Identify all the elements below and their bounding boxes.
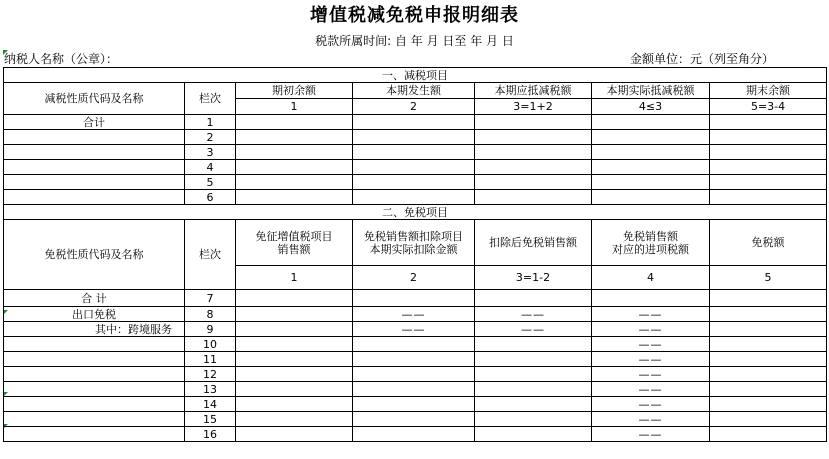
amount-cell[interactable] (475, 367, 592, 382)
table-row (4, 115, 827, 130)
table-row (4, 190, 827, 205)
amount-cell[interactable] (353, 367, 475, 382)
not-applicable-cell: —— (592, 412, 710, 427)
amount-cell[interactable] (236, 367, 353, 382)
formula-cell: 4 (592, 266, 710, 290)
amount-cell[interactable] (592, 290, 710, 307)
amount-cell[interactable] (710, 382, 827, 397)
exemption-name-header: 免税性质代码及名称 (4, 220, 185, 290)
header-deduction-item: 免税销售额扣除项目 本期实际扣除金额 (353, 220, 475, 266)
row-name-cell[interactable] (4, 412, 185, 427)
header-input-tax: 免税销售额 对应的进项税额 (592, 220, 710, 266)
row-name-cell[interactable] (4, 130, 185, 145)
line-number-cell: 14 (185, 397, 236, 412)
table-row (4, 337, 827, 352)
line-number-cell: 2 (185, 130, 236, 145)
amount-cell[interactable] (475, 352, 592, 367)
table-row (4, 145, 827, 160)
amount-cell[interactable] (475, 427, 592, 442)
amount-cell[interactable] (353, 115, 475, 130)
amount-cell[interactable] (710, 322, 827, 337)
amount-cell[interactable] (475, 337, 592, 352)
amount-cell[interactable] (353, 397, 475, 412)
amount-cell[interactable] (592, 160, 710, 175)
amount-cell[interactable] (710, 145, 827, 160)
table-row (4, 322, 827, 337)
table-row (4, 412, 827, 427)
amount-cell[interactable] (353, 382, 475, 397)
amount-cell[interactable] (592, 175, 710, 190)
line-number-cell: 12 (185, 367, 236, 382)
amount-cell[interactable] (353, 412, 475, 427)
header-opening-balance: 期初余额 (236, 83, 353, 99)
amount-cell[interactable] (353, 337, 475, 352)
amount-cell[interactable] (475, 130, 592, 145)
amount-cell[interactable] (236, 175, 353, 190)
formula-cell: 2 (353, 99, 475, 115)
formula-cell: 1 (236, 266, 353, 290)
line-number-cell: 10 (185, 337, 236, 352)
comment-marker (3, 50, 8, 55)
formula-cell: 4≤3 (592, 99, 710, 115)
amount-cell[interactable] (236, 145, 353, 160)
not-applicable-cell: —— (475, 322, 592, 337)
amount-cell[interactable] (710, 115, 827, 130)
line-number-cell: 7 (185, 290, 236, 307)
declaration-table (3, 67, 826, 442)
amount-cell[interactable] (236, 130, 353, 145)
line-number-cell: 9 (185, 322, 236, 337)
section1-title: 一、减税项目 (4, 68, 827, 83)
not-applicable-cell: —— (353, 322, 475, 337)
amount-cell[interactable] (236, 337, 353, 352)
taxpayer-name-label: 纳税人名称（公章）： (4, 52, 119, 66)
row-name-cell[interactable] (4, 382, 185, 397)
row-name-cell[interactable] (4, 352, 185, 367)
row-name-cell[interactable] (4, 145, 185, 160)
amount-cell[interactable] (236, 115, 353, 130)
amount-cell[interactable] (710, 412, 827, 427)
header-exempt-sales: 免征增值税项目 销售额 (236, 220, 353, 266)
line-number-cell: 11 (185, 352, 236, 367)
amount-unit-label: 金额单位：元（列至角分） (630, 52, 775, 66)
amount-cell[interactable] (592, 130, 710, 145)
amount-cell[interactable] (236, 382, 353, 397)
amount-cell[interactable] (236, 190, 353, 205)
table-row (4, 175, 827, 190)
reduction-name-header: 减税性质代码及名称 (4, 83, 185, 115)
amount-cell[interactable] (353, 130, 475, 145)
amount-cell[interactable] (710, 175, 827, 190)
amount-cell[interactable] (710, 160, 827, 175)
table-row (4, 130, 827, 145)
line-number-cell: 4 (185, 160, 236, 175)
amount-cell[interactable] (592, 190, 710, 205)
amount-cell[interactable] (236, 290, 353, 307)
table-row (4, 397, 827, 412)
amount-cell[interactable] (710, 352, 827, 367)
header-closing-balance: 期末余额 (710, 83, 827, 99)
formula-cell: 1 (236, 99, 353, 115)
amount-cell[interactable] (592, 115, 710, 130)
formula-cell: 5=3-4 (710, 99, 827, 115)
not-applicable-cell: —— (592, 427, 710, 442)
line-number-cell: 13 (185, 382, 236, 397)
not-applicable-cell: —— (592, 382, 710, 397)
not-applicable-cell: —— (592, 367, 710, 382)
formula-cell: 3=1+2 (475, 99, 592, 115)
amount-cell[interactable] (710, 307, 827, 322)
line-number-cell: 16 (185, 427, 236, 442)
table-row (4, 290, 827, 307)
not-applicable-cell: —— (475, 307, 592, 322)
line-no-header: 栏次 (185, 220, 236, 290)
line-number-cell: 3 (185, 145, 236, 160)
amount-cell[interactable] (475, 175, 592, 190)
amount-cell[interactable] (353, 290, 475, 307)
row-name-cell[interactable]: 合 计 (4, 290, 185, 307)
not-applicable-cell: —— (353, 307, 475, 322)
table-row (4, 160, 827, 175)
row-name-cell[interactable] (4, 337, 185, 352)
row-name-cell[interactable] (4, 190, 185, 205)
row-name-cell[interactable]: 合计 (4, 115, 185, 130)
row-name-cell[interactable] (4, 367, 185, 382)
amount-cell[interactable] (236, 352, 353, 367)
amount-cell[interactable] (710, 190, 827, 205)
amount-cell[interactable] (475, 412, 592, 427)
amount-cell[interactable] (710, 337, 827, 352)
table-row (4, 382, 827, 397)
row-name-cell[interactable] (4, 175, 185, 190)
not-applicable-cell: —— (592, 397, 710, 412)
amount-cell[interactable] (475, 160, 592, 175)
amount-cell[interactable] (236, 397, 353, 412)
amount-cell[interactable] (710, 367, 827, 382)
amount-cell[interactable] (353, 160, 475, 175)
header-current-amount: 本期发生额 (353, 83, 475, 99)
amount-cell[interactable] (592, 145, 710, 160)
formula-cell: 3=1-2 (475, 266, 592, 290)
amount-cell[interactable] (353, 190, 475, 205)
not-applicable-cell: —— (592, 352, 710, 367)
formula-cell: 5 (710, 266, 827, 290)
formula-cell: 2 (353, 266, 475, 290)
amount-cell[interactable] (475, 145, 592, 160)
line-number-cell: 8 (185, 307, 236, 322)
amount-cell[interactable] (353, 352, 475, 367)
table-row (4, 367, 827, 382)
header-net-exempt-sales: 扣除后免税销售额 (475, 220, 592, 266)
row-name-cell[interactable] (4, 427, 185, 442)
amount-cell[interactable] (236, 322, 353, 337)
table-row (4, 352, 827, 367)
header-exempt-tax: 免税额 (710, 220, 827, 266)
line-number-cell: 1 (185, 115, 236, 130)
header-deductible: 本期应抵减税额 (475, 83, 592, 99)
line-number-cell: 5 (185, 175, 236, 190)
amount-cell[interactable] (710, 130, 827, 145)
amount-cell[interactable] (236, 160, 353, 175)
header-actual-deduction: 本期实际抵减税额 (592, 83, 710, 99)
row-name-cell[interactable] (4, 397, 185, 412)
not-applicable-cell: —— (592, 337, 710, 352)
amount-cell[interactable] (353, 175, 475, 190)
amount-cell[interactable] (353, 427, 475, 442)
not-applicable-cell: —— (592, 307, 710, 322)
amount-cell[interactable] (475, 382, 592, 397)
table-row (4, 307, 827, 322)
row-name-cell[interactable]: 其中：跨境服务 (4, 322, 185, 337)
row-name-cell[interactable]: 出口免税 (4, 307, 185, 322)
amount-cell[interactable] (236, 412, 353, 427)
amount-cell[interactable] (475, 397, 592, 412)
amount-cell[interactable] (475, 290, 592, 307)
line-number-cell: 6 (185, 190, 236, 205)
amount-cell[interactable] (475, 190, 592, 205)
amount-cell[interactable] (475, 115, 592, 130)
amount-cell[interactable] (236, 427, 353, 442)
tax-period: 税款所属时间: 自 年 月 日至 年 月 日 (315, 34, 514, 48)
amount-cell[interactable] (710, 397, 827, 412)
section2-title: 二、免税项目 (4, 205, 827, 220)
amount-cell[interactable] (710, 290, 827, 307)
line-no-header: 栏次 (185, 83, 236, 115)
row-name-cell[interactable] (4, 160, 185, 175)
form-title: 增值税减免税申报明细表 (310, 5, 519, 26)
amount-cell[interactable] (710, 427, 827, 442)
table-row (4, 427, 827, 442)
amount-cell[interactable] (236, 307, 353, 322)
amount-cell[interactable] (353, 145, 475, 160)
line-number-cell: 15 (185, 412, 236, 427)
not-applicable-cell: —— (592, 322, 710, 337)
